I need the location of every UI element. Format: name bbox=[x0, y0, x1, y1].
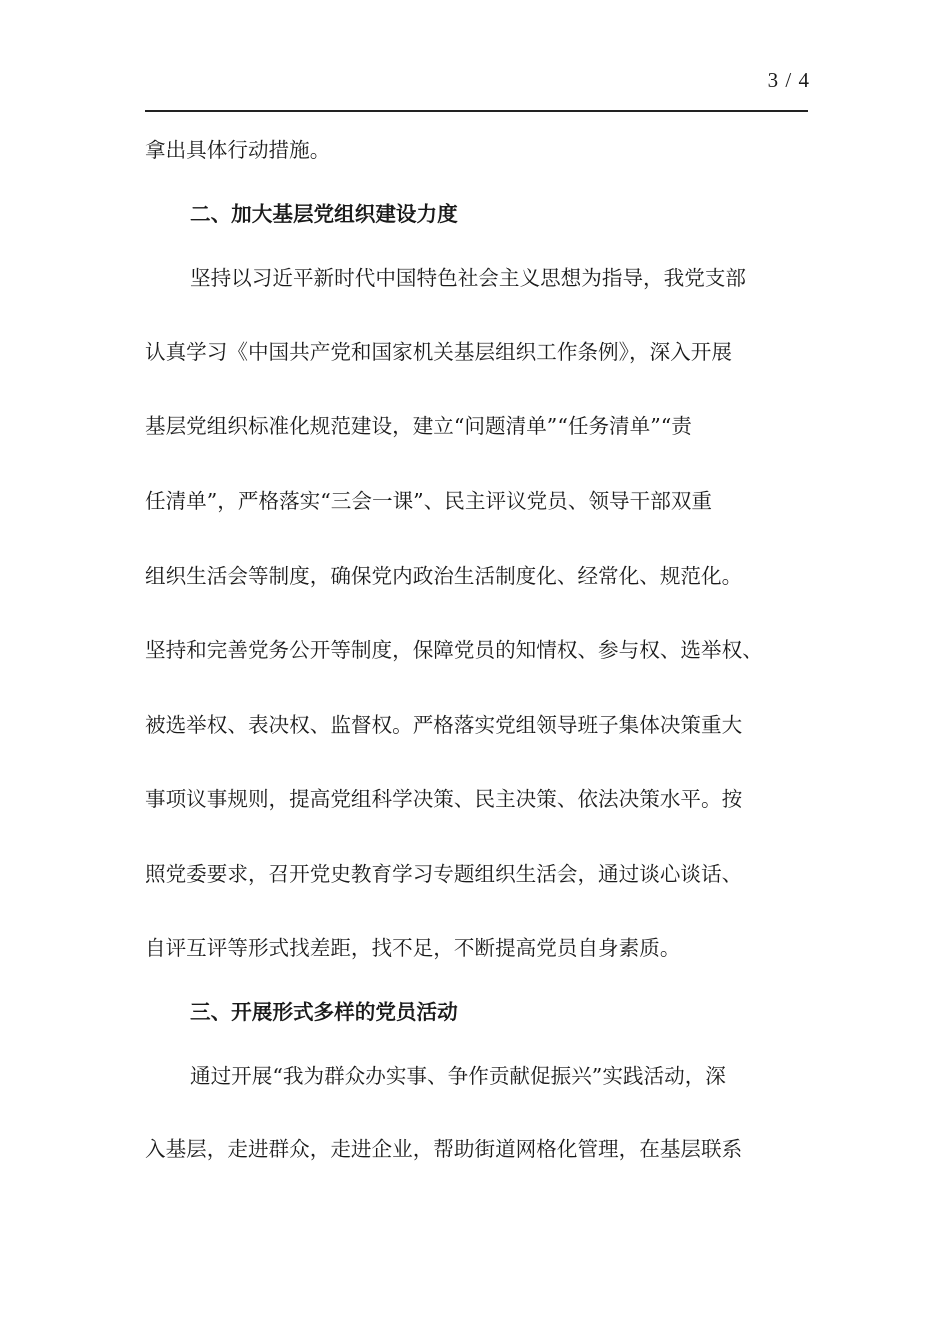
paragraph-line: 组织生活会等制度，确保党内政治生活制度化、经常化、规范化。 bbox=[145, 564, 743, 588]
section-heading: 三、开展形式多样的党员活动 bbox=[190, 1000, 458, 1024]
paragraph-line: 通过开展“我为群众办实事、争作贡献促振兴”实践活动，深 bbox=[190, 1064, 726, 1088]
paragraph-line: 坚持和完善党务公开等制度，保障党员的知情权、参与权、选举权、 bbox=[145, 638, 763, 662]
paragraph-line: 自评互评等形式找差距，找不足，不断提高党员自身素质。 bbox=[145, 936, 681, 960]
paragraph-line: 事项议事规则，提高党组科学决策、民主决策、依法决策水平。按 bbox=[145, 787, 743, 811]
page-number: 3 / 4 bbox=[767, 68, 810, 92]
section-heading: 二、加大基层党组织建设力度 bbox=[190, 202, 458, 226]
paragraph-line: 认真学习《中国共产党和国家机关基层组织工作条例》，深入开展 bbox=[145, 340, 732, 364]
paragraph-line: 入基层，走进群众，走进企业，帮助街道网格化管理，在基层联系 bbox=[145, 1137, 743, 1161]
paragraph-line: 照党委要求，召开党史教育学习专题组织生活会，通过谈心谈话、 bbox=[145, 862, 743, 886]
paragraph-line: 坚持以习近平新时代中国特色社会主义思想为指导，我党支部 bbox=[190, 266, 747, 290]
paragraph-line: 拿出具体行动措施。 bbox=[145, 138, 331, 162]
paragraph-line: 基层党组织标准化规范建设，建立“问题清单”“任务清单”“责 bbox=[145, 414, 692, 438]
paragraph-line: 任清单”，严格落实“三会一课”、民主评议党员、领导干部双重 bbox=[145, 489, 713, 513]
header-rule bbox=[145, 110, 808, 112]
paragraph-line: 被选举权、表决权、监督权。严格落实党组领导班子集体决策重大 bbox=[145, 713, 743, 737]
